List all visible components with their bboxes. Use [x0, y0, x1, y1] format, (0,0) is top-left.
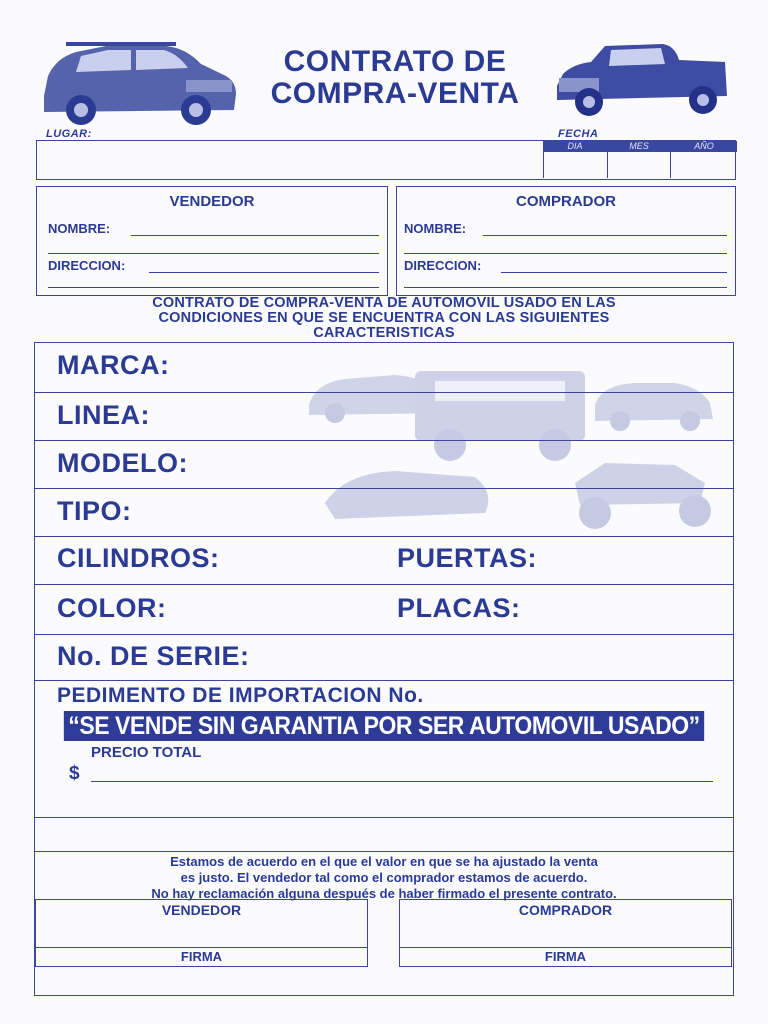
buyer-box [396, 186, 736, 296]
seller-firma-label: FIRMA [36, 947, 367, 966]
buyer-signature-title: COMPRADOR [518, 902, 613, 918]
lugar-label: LUGAR: [46, 128, 92, 140]
buyer-name-line[interactable] [483, 235, 727, 236]
fecha-label: FECHA [558, 128, 599, 140]
agreement-line-2: es justo. El vendedor tal como el comprador estamos de acuerdo. [180, 870, 588, 885]
puertas-label: PUERTAS: [397, 543, 538, 573]
row-marca[interactable] [35, 343, 733, 393]
lugar-field[interactable] [37, 141, 543, 179]
divider-2 [35, 851, 733, 852]
contract-description [40, 296, 728, 341]
buyer-name-label: NOMBRE: [404, 221, 467, 236]
agreement-line-1: Estamos de acuerdo en el que el valor en que se ha ajustado la venta [170, 854, 598, 869]
row-tipo[interactable] [35, 489, 733, 537]
serie-label: No. DE SERIE: [57, 641, 250, 671]
date-grid [543, 141, 737, 179]
row-linea[interactable] [35, 393, 733, 441]
seller-signature-box [35, 899, 368, 967]
buyer-firma-label: FIRMA [400, 947, 731, 966]
date-col-ano: AÑO [671, 141, 737, 152]
description-line-3: CARACTERISTICAS [313, 325, 455, 341]
seller-name-line[interactable] [131, 235, 379, 236]
buyer-address-line[interactable] [501, 272, 727, 273]
title-line-2: COMPRA-VENTA [270, 77, 520, 110]
seller-name-label: NOMBRE: [48, 221, 111, 236]
seller-address-line-2[interactable] [48, 287, 379, 288]
date-col-mes: MES [607, 141, 671, 152]
row-pedimento[interactable] [35, 681, 733, 713]
seller-address-label: DIRECCION: [48, 258, 126, 273]
seller-name-line-2[interactable] [48, 253, 379, 254]
buyer-name-line-2[interactable] [404, 253, 727, 254]
color-label: COLOR: [57, 593, 167, 623]
row-color-placas[interactable] [35, 585, 733, 635]
row-modelo[interactable] [35, 441, 733, 489]
document-title [245, 46, 545, 110]
description-line-2: CONDICIONES EN QUE SE ENCUENTRA CON LAS SIGUIENTES [158, 310, 610, 326]
buyer-signature-box [399, 899, 732, 967]
no-warranty-banner: “SE VENDE SIN GARANTIA POR SER AUTOMOVIL USADO” [64, 711, 704, 741]
price-label: PRECIO TOTAL [91, 744, 202, 761]
tipo-label: TIPO: [57, 496, 132, 526]
buyer-address-line-2[interactable] [404, 287, 727, 288]
buyer-signature-field[interactable] [400, 920, 731, 948]
price-currency: $ [69, 763, 80, 784]
seller-signature-field[interactable] [36, 920, 367, 948]
place-date-box [36, 140, 736, 180]
modelo-label: MODELO: [57, 448, 188, 478]
pedimento-label: PEDIMENTO DE IMPORTACION No. [57, 684, 424, 707]
date-col-dia: DIA [543, 141, 607, 152]
title-line-1: CONTRATO DE [283, 45, 507, 78]
linea-label: LINEA: [57, 400, 150, 430]
row-cilindros-puertas[interactable] [35, 537, 733, 585]
suv-illustration [36, 36, 241, 131]
description-line-1: CONTRATO DE COMPRA-VENTA DE AUTOMOVIL USADO EN LAS [152, 295, 616, 311]
seller-box [36, 186, 388, 296]
pickup-truck-illustration [553, 38, 731, 124]
row-serie[interactable] [35, 635, 733, 681]
ano-field[interactable] [671, 152, 737, 178]
divider-1 [35, 817, 733, 818]
placas-label: PLACAS: [397, 593, 521, 623]
mes-field[interactable] [607, 152, 671, 178]
cilindros-label: CILINDROS: [57, 543, 220, 573]
seller-address-line[interactable] [149, 272, 379, 273]
seller-title: VENDEDOR [169, 193, 255, 210]
dia-field[interactable] [543, 152, 608, 178]
buyer-address-label: DIRECCION: [404, 258, 482, 273]
seller-signature-title: VENDEDOR [161, 902, 242, 918]
marca-label: MARCA: [57, 350, 170, 380]
agreement-text [40, 854, 728, 902]
price-line[interactable] [91, 781, 713, 782]
agreement-line-3: No hay reclamación alguna después de haber firmado el presente contrato. [151, 886, 617, 901]
buyer-title: COMPRADOR [516, 193, 616, 210]
